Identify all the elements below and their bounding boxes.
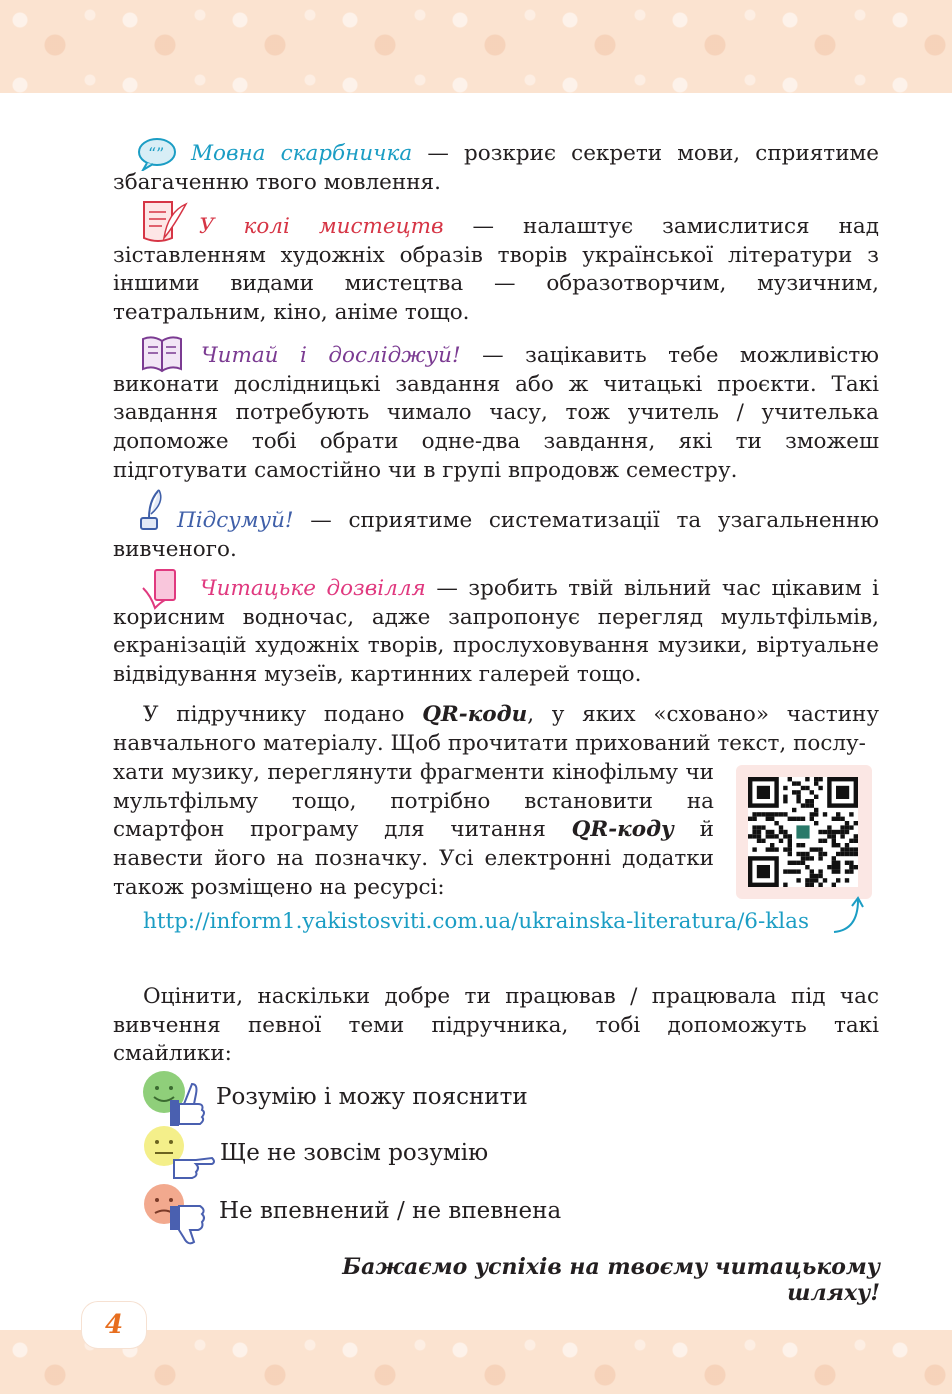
qr-module: [827, 830, 831, 834]
qr-module: [783, 795, 787, 799]
qr-module: [796, 878, 800, 882]
qr-module: [796, 781, 800, 785]
qr-module: [783, 847, 787, 851]
qr-module: [845, 852, 849, 856]
qr-module: [827, 865, 831, 869]
qr-module: [854, 847, 858, 851]
qr-module: [766, 834, 770, 838]
assessment-text: Оцінити, наскільки добре ти працював / працювала під час вивчення певної теми підручника, тобі допоможуть такі смайлики:: [113, 984, 879, 1067]
qr-module: [757, 839, 761, 843]
qr-module: [783, 812, 787, 816]
qr-module: [840, 834, 844, 838]
paragraph-chytai: [113, 342, 879, 486]
qr-module: [783, 883, 787, 887]
qr-module: [792, 808, 796, 812]
qr-module: [761, 839, 765, 843]
qr-module: [845, 878, 849, 882]
qr-module: [836, 830, 840, 834]
qr-codes-term: QR-коди: [422, 702, 528, 727]
qr-module: [770, 834, 774, 838]
smiley-label-unsure: Не впевнений / не впевнена: [219, 1198, 562, 1224]
qr-module: [854, 821, 858, 825]
qr-module: [805, 777, 809, 781]
qr-module: [774, 812, 778, 816]
qr-module: [823, 812, 827, 816]
qr-module: [783, 834, 787, 838]
qr-module: [779, 825, 783, 829]
qr-module: [810, 799, 814, 803]
closing-wish: Бажаємо успіхів на твоєму читацькому шляху!: [342, 1254, 880, 1306]
qr-module: [818, 883, 822, 887]
paragraph-mova: [113, 140, 879, 197]
qr-module: [770, 830, 774, 834]
qr-module: [792, 790, 796, 794]
qr-module: [810, 856, 814, 860]
qr-module: [832, 834, 836, 838]
qr-module: [796, 843, 800, 847]
qr-module: [805, 883, 809, 887]
qr-code[interactable]: [748, 777, 858, 887]
rubric-mova: Мовна скарбничка: [191, 141, 413, 166]
qr-module: [818, 869, 822, 873]
qr-module: [818, 874, 822, 878]
qr-module: [792, 817, 796, 821]
qr-module: [818, 786, 822, 790]
paragraph-qr-intro: [113, 701, 879, 758]
qr-module: [810, 817, 814, 821]
qr-module: [814, 808, 818, 812]
qr-module: [770, 812, 774, 816]
qr-module: [788, 869, 792, 873]
qr-module: [849, 847, 853, 851]
qr-module: [823, 830, 827, 834]
qr-module: [832, 869, 836, 873]
qr-module: [849, 852, 853, 856]
qr-module: [814, 781, 818, 785]
qr-module: [845, 821, 849, 825]
qr-module: [814, 812, 818, 816]
qr-module: [836, 865, 840, 869]
qr-module: [836, 878, 840, 882]
qr-module: [757, 865, 770, 878]
qr-module: [845, 847, 849, 851]
smiley-row-partial: [140, 1126, 640, 1186]
rubric-chytai: Читай і досліджуй!: [201, 343, 461, 368]
qr-module: [774, 847, 778, 851]
qr-module: [836, 843, 840, 847]
qr-module: [779, 839, 783, 843]
qr-module: [788, 777, 792, 781]
qr-module: [805, 803, 809, 807]
qr-module: [766, 830, 770, 834]
qr-module: [845, 843, 849, 847]
qr-module: [761, 812, 765, 816]
qr-module: [840, 825, 844, 829]
qr-module: [836, 869, 840, 873]
qr-module: [810, 803, 814, 807]
qr-module: [801, 856, 805, 860]
qr-module: [818, 839, 822, 843]
qr-module: [779, 812, 783, 816]
qr-module: [792, 869, 796, 873]
qr-module: [757, 786, 770, 799]
qr-module: [818, 777, 822, 781]
text-mova: — розкриє секрети мови, сприятиме збагаченню твого мовлення.: [113, 141, 879, 195]
qr-module: [783, 830, 787, 834]
qr-module: [770, 817, 774, 821]
qr-module: [836, 817, 840, 821]
qr-module: [796, 861, 800, 865]
qr-module: [823, 852, 827, 856]
qr-module: [752, 830, 756, 834]
qr-module: [796, 869, 800, 873]
qr-module: [783, 799, 787, 803]
qr-module: [854, 839, 858, 843]
qr-module: [766, 847, 770, 851]
text-pidsum: — сприятиме систематизації та узагальненню вивченого.: [113, 508, 879, 562]
qr-module: [814, 847, 818, 851]
qr-module: [774, 821, 778, 825]
qr-module: [818, 856, 822, 860]
qr-module: [814, 795, 818, 799]
qr-module: [801, 843, 805, 847]
qr-module: [788, 834, 792, 838]
qr-module: [818, 847, 822, 851]
qr-module: [788, 839, 792, 843]
qr-code-panel: [736, 765, 872, 899]
qr-module: [823, 878, 827, 882]
qr-module: [805, 786, 809, 790]
qr-module: [832, 865, 836, 869]
qr-module: [849, 861, 853, 865]
qr-module: [761, 825, 765, 829]
qr-module: [788, 852, 792, 856]
qr-module: [832, 839, 836, 843]
qr-text-2: , у яких «сховано» частину навчального матеріалу. Щоб прочитати прихований текст, послу-: [113, 702, 880, 756]
qr-module: [845, 869, 849, 873]
qr-module: [832, 830, 836, 834]
qr-module: [788, 861, 792, 865]
qr-module: [805, 852, 809, 856]
qr-module: [827, 825, 831, 829]
paragraph-kolo: [113, 213, 879, 328]
qr-module: [810, 847, 814, 851]
qr-module: [788, 817, 792, 821]
qr-module: [757, 825, 761, 829]
qr-code-term: QR-коду: [571, 817, 674, 843]
smiley-label-partial: Ще не зовсім розумію: [220, 1140, 489, 1166]
qr-module: [796, 790, 800, 794]
paragraph-dozv: [113, 575, 879, 690]
qr-module: [792, 861, 796, 865]
qr-module: [814, 821, 818, 825]
paragraph-qr-body: [113, 759, 714, 903]
qr-module: [805, 865, 809, 869]
qr-module: [752, 812, 756, 816]
qr-module: [801, 852, 805, 856]
svg-text:“”: “”: [148, 144, 165, 163]
qr-module: [840, 852, 844, 856]
qr-module: [805, 878, 809, 882]
paragraph-assessment: [113, 983, 879, 1069]
rubric-dozv: Читацьке дозвілля: [200, 576, 426, 601]
qr-module: [801, 861, 805, 865]
qr-module: [748, 817, 752, 821]
smiley-thumb-down-icon: [140, 1184, 216, 1248]
qr-module: [836, 861, 840, 865]
qr-module: [770, 847, 774, 851]
qr-module: [805, 799, 809, 803]
rubric-pidsum: Підсумуй!: [177, 508, 294, 533]
qr-module: [779, 830, 783, 834]
qr-module: [752, 834, 756, 838]
qr-module: [757, 830, 761, 834]
qr-module: [836, 786, 849, 799]
qr-module: [832, 856, 836, 860]
qr-module: [766, 817, 770, 821]
qr-module: [845, 861, 849, 865]
qr-module: [814, 878, 818, 882]
qr-module: [810, 790, 814, 794]
qr-module: [832, 843, 836, 847]
qr-module: [849, 812, 853, 816]
rubric-kolo: У колі мистецтв: [199, 214, 444, 239]
qr-module: [774, 834, 778, 838]
qr-module: [801, 817, 805, 821]
qr-module: [849, 839, 853, 843]
qr-module: [832, 883, 836, 887]
qr-module: [810, 812, 814, 816]
qr-module: [796, 795, 800, 799]
qr-module: [796, 825, 809, 838]
qr-module: [752, 847, 756, 851]
qr-module: [840, 847, 844, 851]
qr-module: [836, 852, 840, 856]
qr-module: [810, 869, 814, 873]
smiley-label-understand: Розумію і можу пояснити: [216, 1084, 528, 1110]
qr-module: [840, 830, 844, 834]
qr-module: [788, 843, 792, 847]
qr-module: [818, 830, 822, 834]
smiley-row-understand: [140, 1070, 640, 1130]
qr-module: [849, 825, 853, 829]
qr-module: [796, 817, 800, 821]
qr-module: [788, 847, 792, 851]
qr-module: [854, 852, 858, 856]
qr-module: [792, 781, 796, 785]
text-kolo: — налаштує замислитися над зіставленням художніх образів творів української літератури з іншими видами мистецтва — образотворчим, музичним, театральним, кіно, аніме тощо.: [113, 214, 879, 326]
qr-module: [832, 861, 836, 865]
qr-module: [823, 839, 827, 843]
qr-module: [757, 812, 761, 816]
qr-text-3: хати музику, переглянути фрагменти кінофільму чи мультфільму тощо, потрібно встановити на смартфон програму для читання: [113, 760, 714, 843]
qr-module: [849, 865, 853, 869]
qr-module: [854, 834, 858, 838]
qr-module: [801, 803, 805, 807]
page-number: 4: [82, 1302, 146, 1348]
qr-module: [845, 830, 849, 834]
qr-module: [770, 843, 774, 847]
qr-module: [796, 852, 800, 856]
text-chytai: — зацікавить тебе можливістю виконати дослідницькі завдання або ж читацькі проєкти. Такі завдання потребують чимало часу, тож учитель / учителька допоможе тобі обрати одне-два завдання, які ти зможеш підготувати самостійно чи в групі впродовж семестру.: [113, 343, 880, 483]
text-dozv: — зробить твій вільний час цікавим і корисним водночас, адже запропонує перегляд мультфільмів, екранізацій художніх творів, прослуховування музики, віртуальне відвідування музеїв, картинних галерей тощо.: [113, 576, 880, 688]
qr-module: [832, 817, 836, 821]
qr-module: [783, 786, 787, 790]
qr-module: [810, 874, 814, 878]
qr-module: [854, 865, 858, 869]
qr-module: [805, 856, 809, 860]
qr-module: [766, 812, 770, 816]
qr-module: [757, 834, 761, 838]
smiley-row-unsure: [140, 1184, 640, 1244]
qr-text-1: У підручнику подано: [143, 702, 423, 727]
qr-module: [810, 883, 814, 887]
qr-module: [814, 777, 818, 781]
qr-module: [814, 874, 818, 878]
qr-module: [818, 852, 822, 856]
qr-module: [810, 878, 814, 882]
qr-module: [796, 799, 800, 803]
qr-module: [752, 817, 756, 821]
qr-module: [836, 812, 840, 816]
top-decor-band: [0, 0, 952, 93]
qr-module: [783, 869, 787, 873]
qr-module: [752, 825, 756, 829]
paragraph-pidsum: [113, 507, 879, 564]
qr-module: [845, 825, 849, 829]
qr-module: [849, 869, 853, 873]
qr-module: [801, 786, 805, 790]
qr-text-4: й навести його на позначку. Усі електронні додатки також розміщено на ресурсі:: [113, 817, 714, 900]
smiley-point-icon: [140, 1126, 220, 1186]
qr-module: [748, 834, 752, 838]
qr-module: [827, 834, 831, 838]
smiley-thumb-up-icon: [140, 1070, 216, 1130]
arrow-curve-icon: [832, 896, 868, 938]
resource-link[interactable]: http://inform1.yakistosviti.com.ua/ukrainska-literatura/6-klas: [143, 909, 810, 934]
qr-module: [840, 817, 844, 821]
